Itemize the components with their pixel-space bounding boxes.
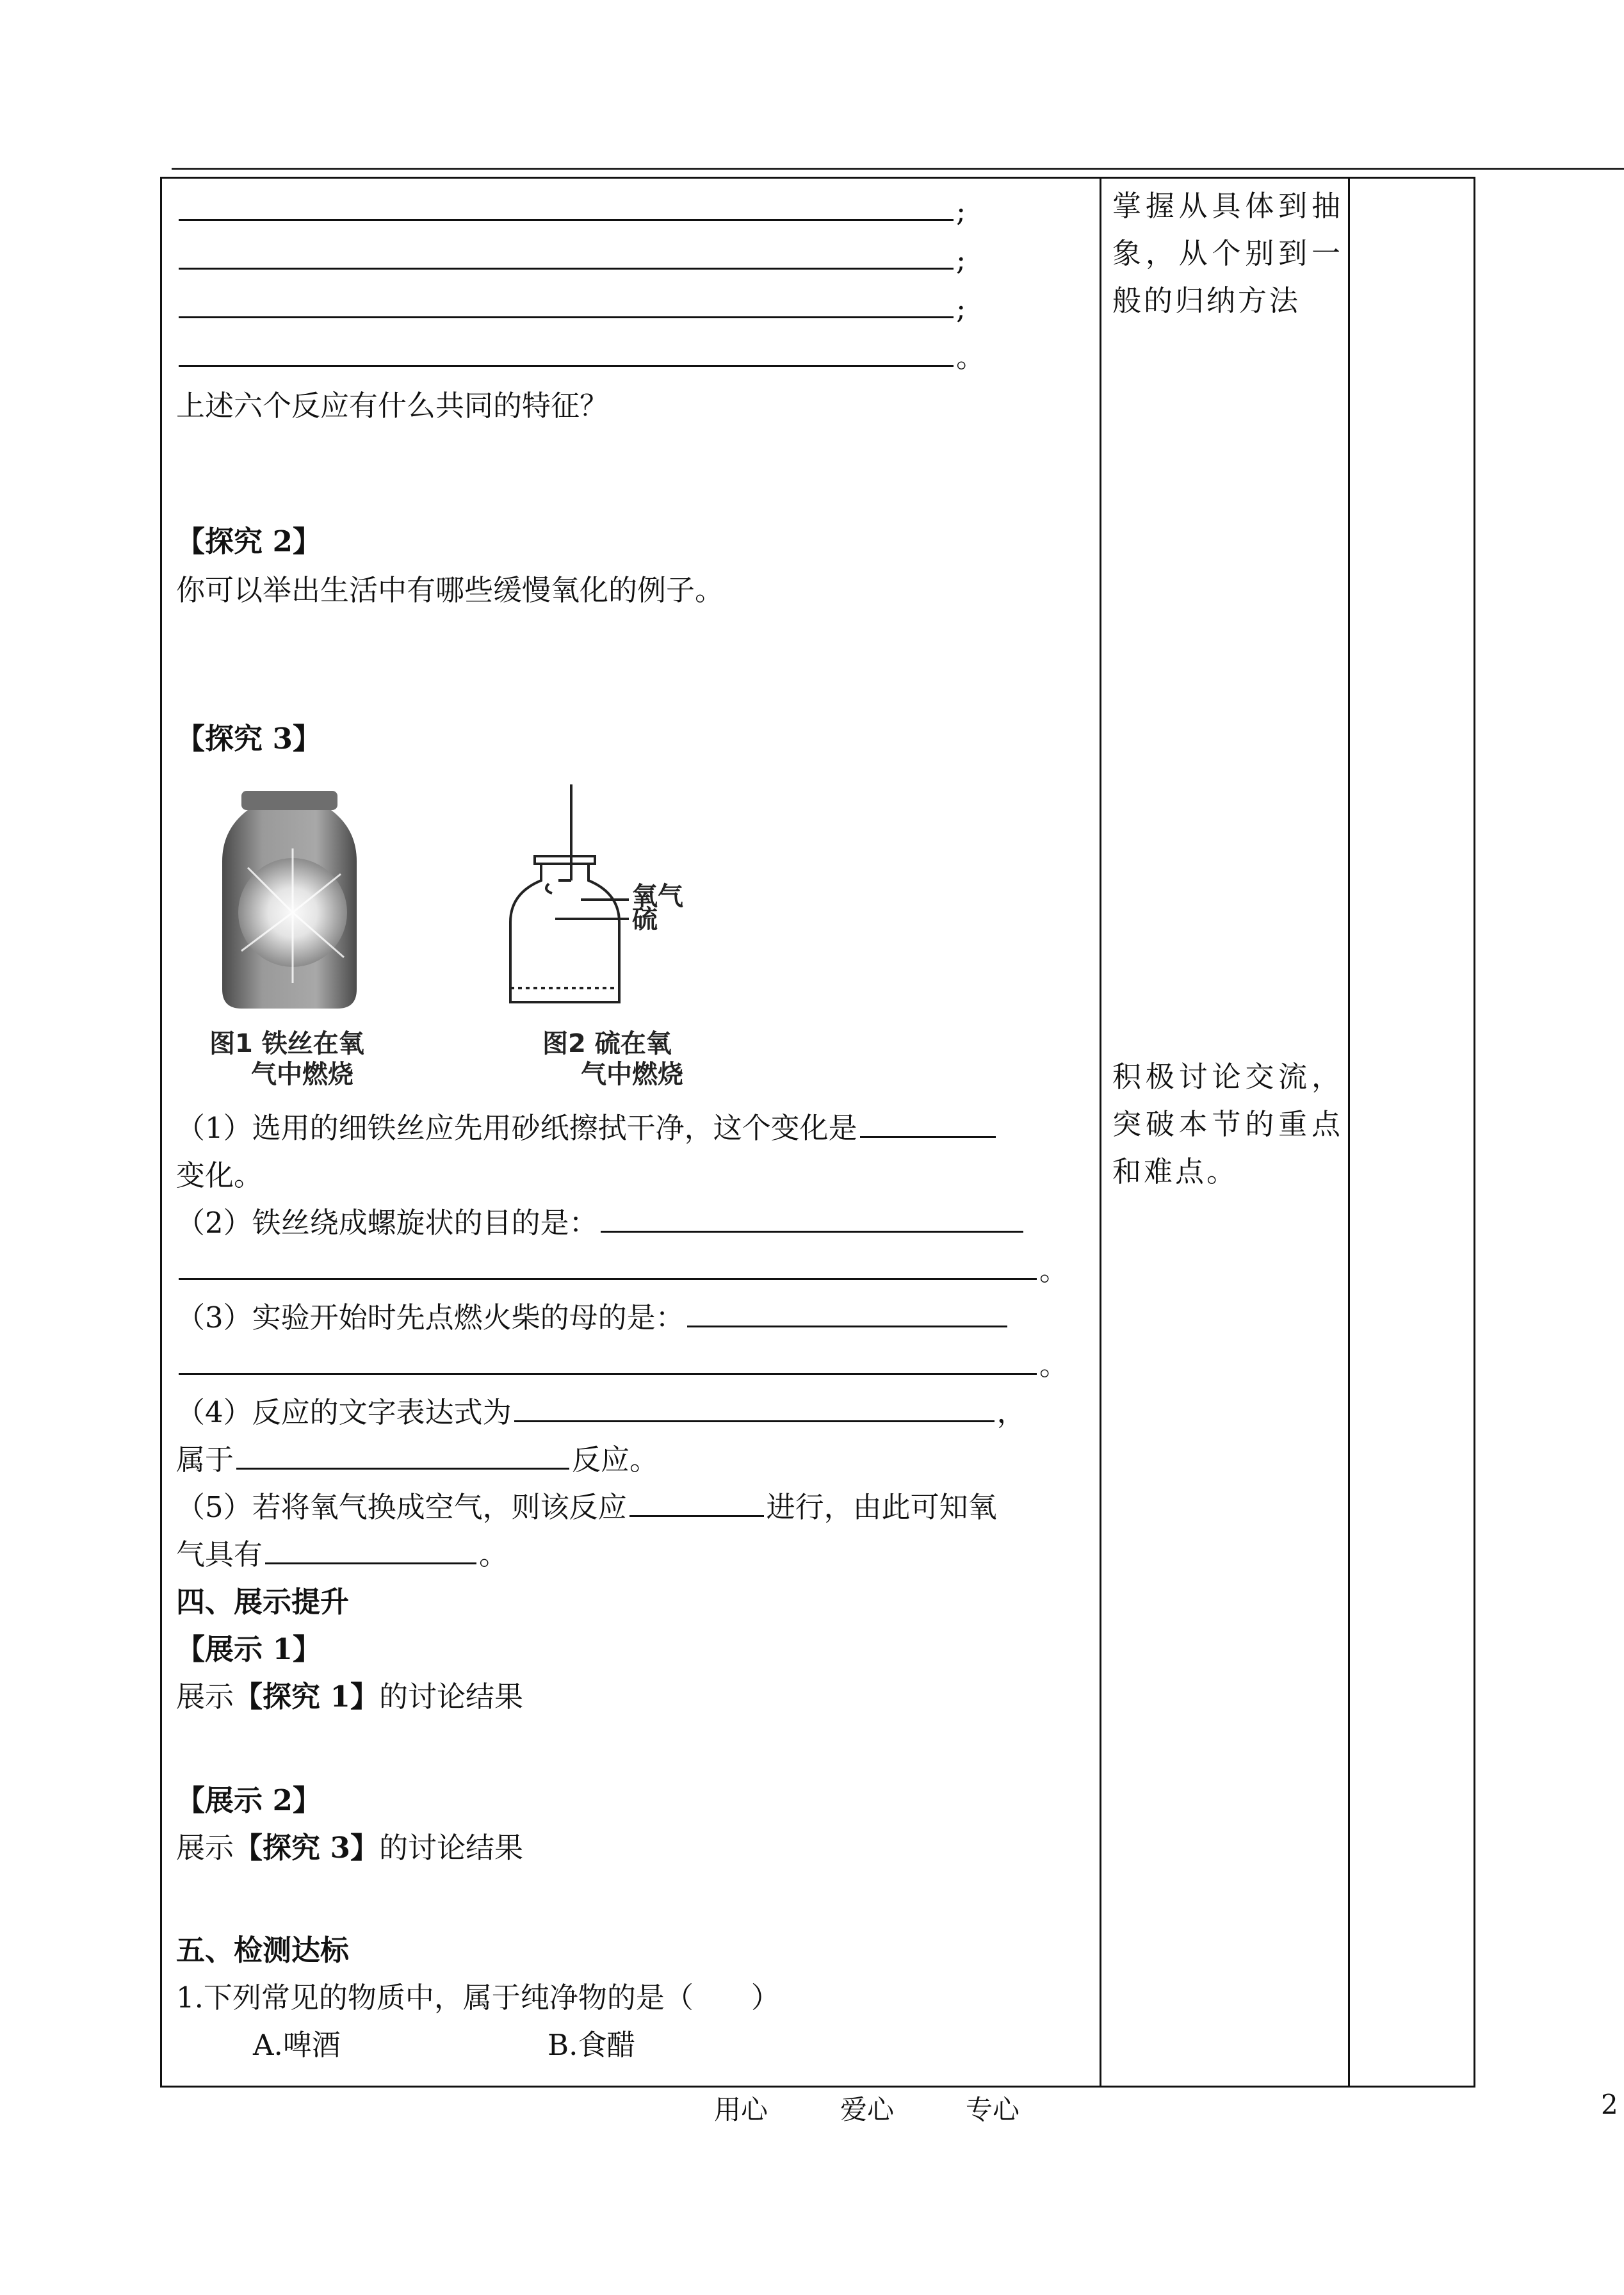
show2-text: 展示【探究 3】的讨论结果 (176, 1831, 524, 1865)
common-feature-question: 上述六个反应有什么共同的特征？ (176, 389, 609, 423)
explore2-heading: 【探究 2】 (176, 524, 321, 558)
fig1-caption-line1: 图1 铁丝在氧 (209, 1029, 364, 1058)
q3-line2: 。 (176, 1342, 1068, 1389)
answer-line-1: ; (176, 188, 966, 235)
experiment-figures (197, 784, 811, 1092)
label-sulfur: 硫 (632, 905, 658, 934)
combustion-illustration (197, 784, 811, 1028)
q1-line1: （1）选用的细铁丝应先用砂纸擦拭干净，这个变化是 (176, 1105, 998, 1152)
q4-line1: （4）反应的文字表达式为 ， (176, 1389, 1026, 1436)
q5-line2: 气具有 。 (176, 1531, 508, 1578)
footer-word-1: 用心 (714, 2094, 768, 2125)
q2-line2: 。 (176, 1247, 1068, 1294)
q3-line1: （3）实验开始时先点燃火柴的母的是： (176, 1294, 1010, 1342)
label-oxygen: 氧气 (632, 882, 683, 911)
section5-heading: 五、检测达标 (176, 1933, 350, 1967)
fig1-caption-line2: 气中燃烧 (251, 1060, 353, 1089)
section4-heading: 四、展示提升 (176, 1585, 350, 1619)
column-divider-1 (1100, 179, 1101, 2086)
q2-line1: （2）铁丝绕成螺旋状的目的是： (176, 1199, 1026, 1247)
column-divider-2 (1348, 179, 1350, 2086)
answer-line-2: ; (176, 236, 966, 284)
side-note-discussion: 积极讨论交流，突破本节的重点和难点。 (1112, 1060, 1343, 1188)
fig2-caption-line1: 图2 硫在氧 (542, 1029, 672, 1058)
q1-line2: 变化。 (176, 1158, 263, 1192)
sulfur-jar-diagram (510, 784, 629, 1002)
fig2-caption-line2: 气中燃烧 (581, 1060, 683, 1089)
side-note-method: 掌握从具体到抽象，从个别到一般的归纳方法 (1112, 189, 1343, 318)
header-rule (172, 168, 1624, 170)
answer-line-4: 。 (176, 334, 985, 381)
lesson-table (160, 177, 1475, 2088)
show1-text: 展示【探究 1】的讨论结果 (176, 1680, 524, 1714)
show2-heading: 【展示 2】 (176, 1783, 321, 1817)
footer-word-2: 爱心 (840, 2094, 895, 2125)
explore2-question: 你可以举出生活中有哪些缓慢氧化的例子。 (176, 573, 724, 607)
q4-line2: 属于 反应。 (176, 1436, 658, 1484)
test1-option-a: A.啤酒 (253, 2028, 341, 2062)
page-number: 2 (1601, 2089, 1618, 2120)
show1-heading: 【展示 1】 (176, 1632, 321, 1666)
test1-question: 1.下列常见的物质中，属于纯净物的是（ ） (176, 1981, 780, 2015)
explore3-heading: 【探究 3】 (176, 722, 321, 756)
test1-option-b: B.食醋 (548, 2028, 636, 2062)
q5-line1: （5）若将氧气换成空气，则该反应 进行，由此可知氧 (176, 1484, 997, 1531)
footer-word-3: 专心 (966, 2094, 1020, 2125)
answer-line-3: ; (176, 285, 966, 332)
iron-jar-photo (222, 791, 357, 1009)
